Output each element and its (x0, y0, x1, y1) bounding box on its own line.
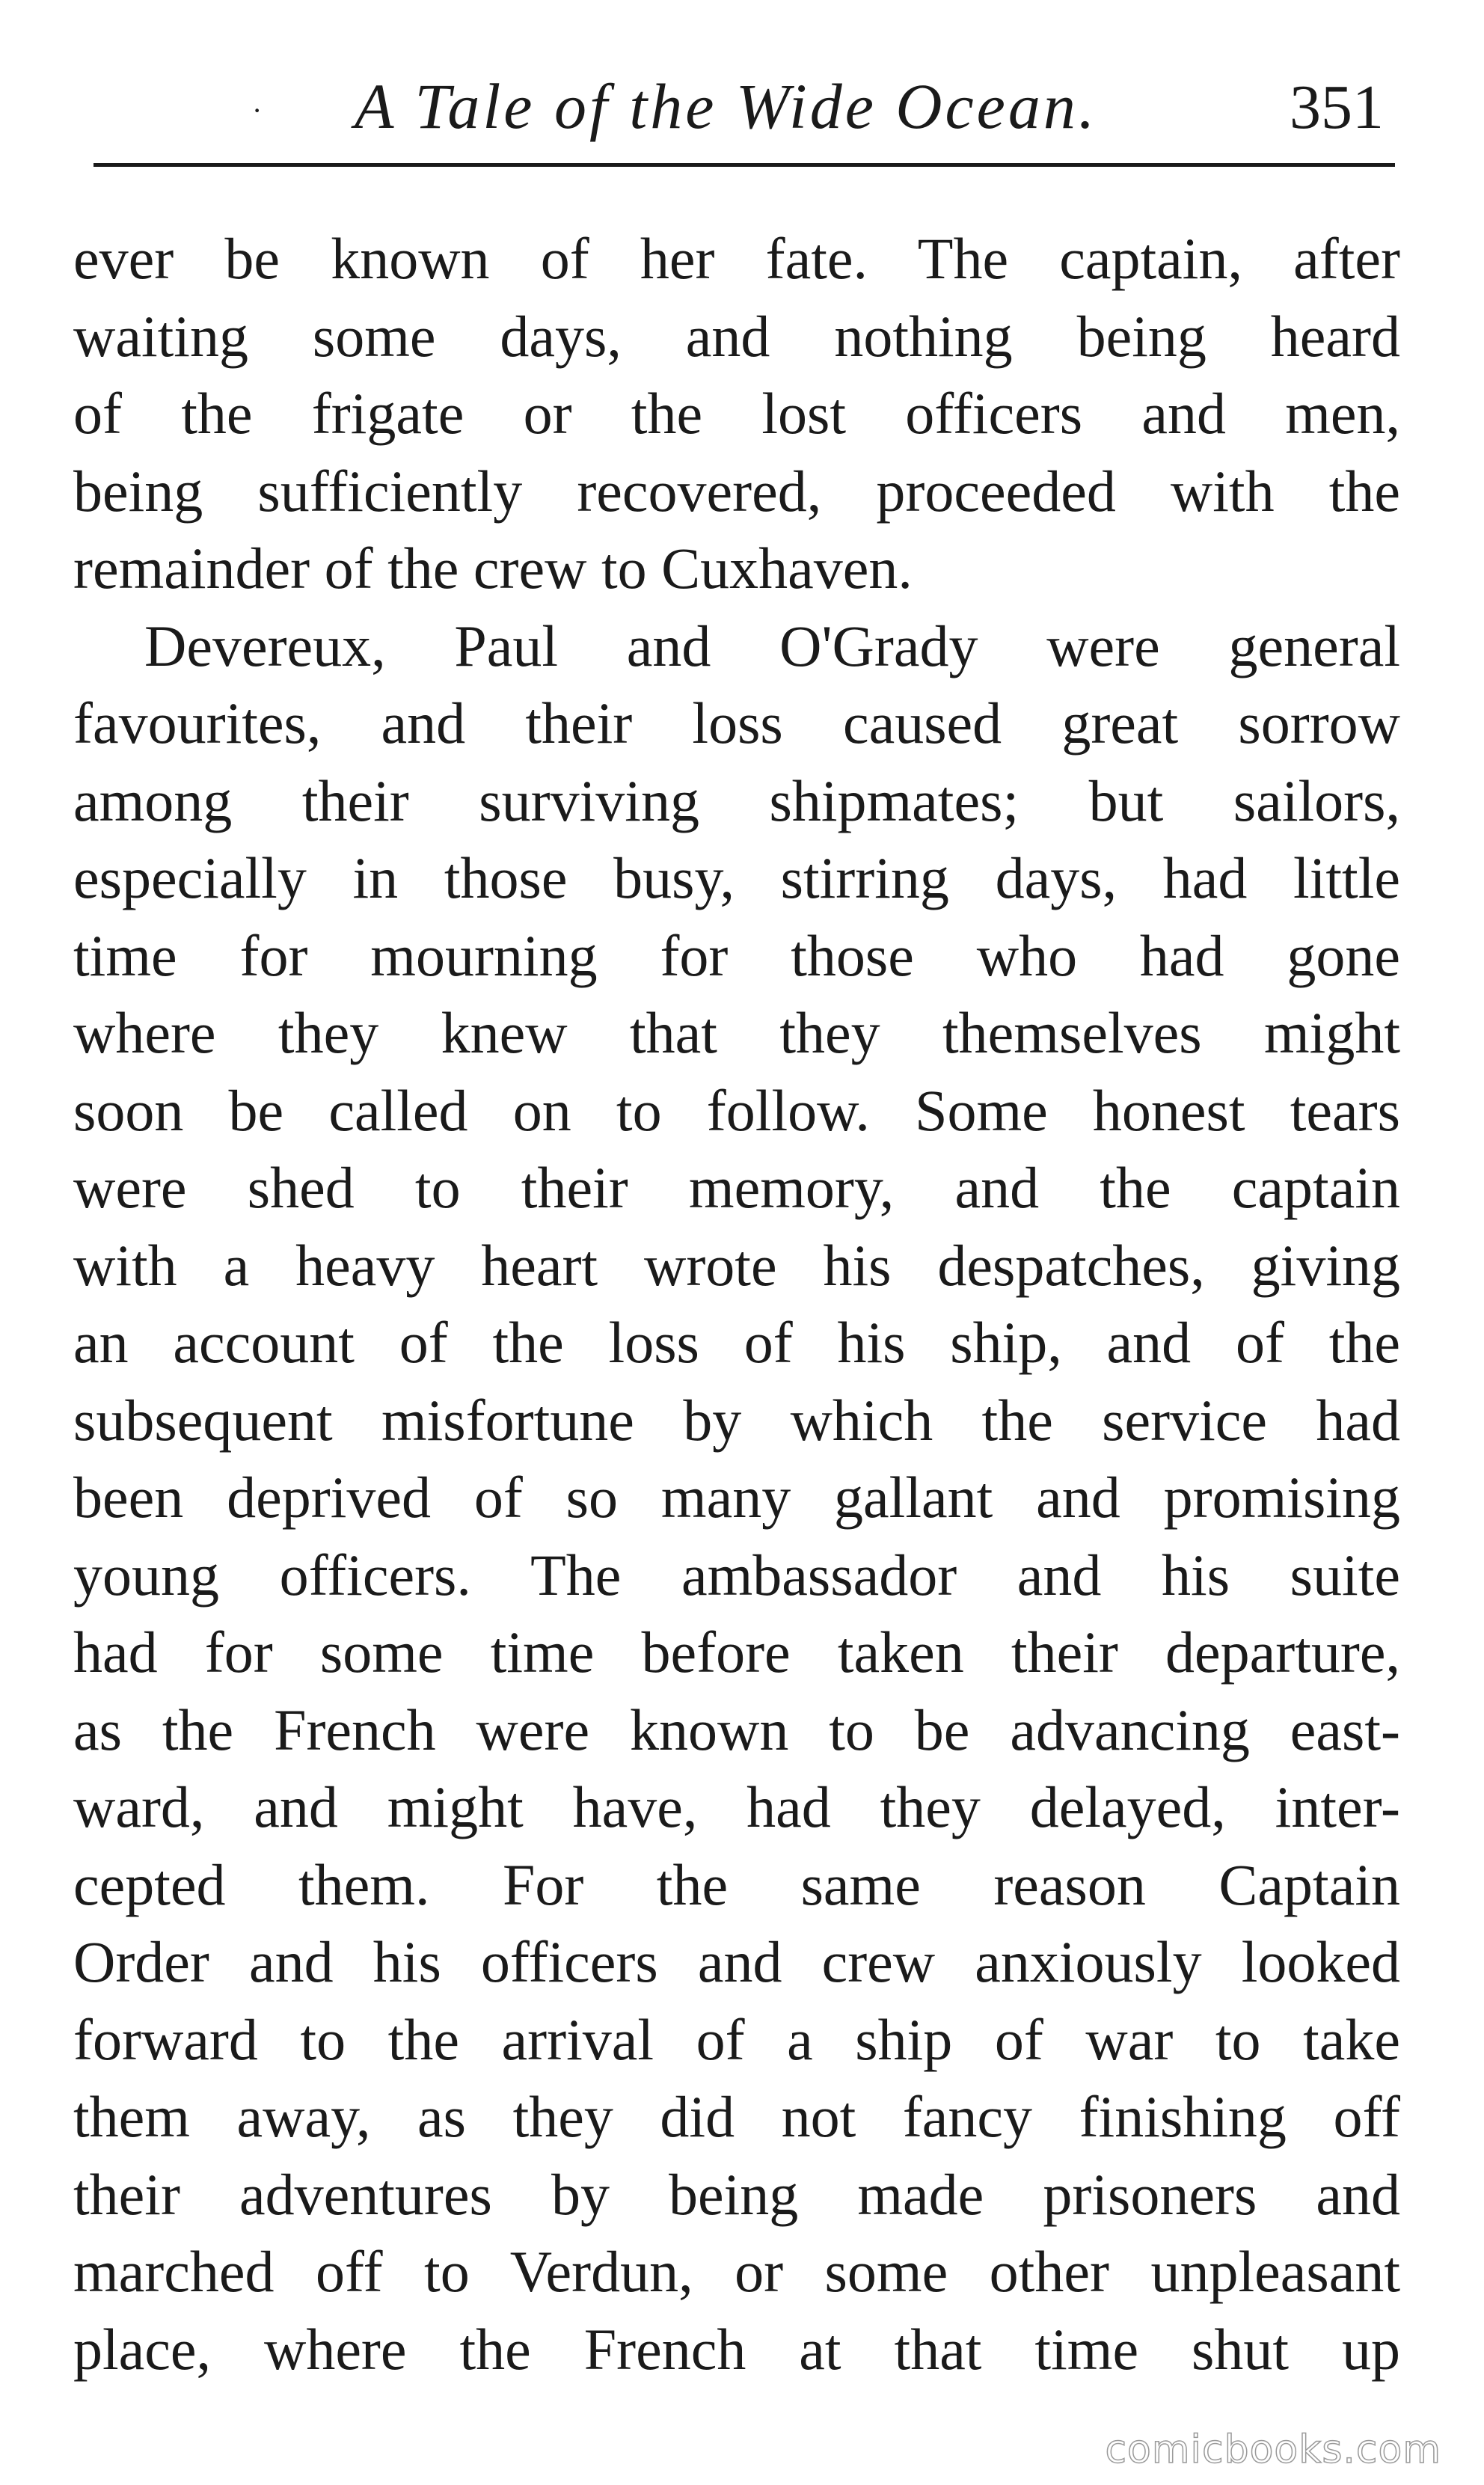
text-line: being sufficiently recovered, proceeded with the (73, 458, 1400, 524)
text-line: them away, as they did not fancy finishing off (73, 2084, 1400, 2149)
text-line: soon be called on to follow. Some honest tears (73, 1077, 1400, 1143)
text-line: time for mourning for those who had gone (73, 922, 1400, 988)
page-header (75, 61, 1414, 151)
text-line: as the French were known to be advancing east- (73, 1697, 1400, 1762)
text-line: were shed to their memory, and the captain (73, 1155, 1400, 1220)
text-line: young officers. The ambassador and his suite (73, 1542, 1400, 1608)
page-number: 351 (1290, 73, 1384, 142)
text-line: ward, and might have, had they delayed, inter- (73, 1774, 1400, 1839)
text-line: ever be known of her fate. The captain, after (73, 226, 1400, 291)
text-line: marched off to Verdun, or some other unpleasant (73, 2239, 1400, 2304)
header-ornament-dot: · (252, 94, 263, 127)
text-line: where they knew that they themselves might (73, 1000, 1400, 1065)
site-watermark: comicbooks.com (1105, 2427, 1441, 2472)
text-line: especially in those busy, stirring days, had little (73, 845, 1400, 910)
text-line: forward to the arrival of a ship of war to take (73, 2006, 1400, 2072)
text-line: place, where the French at that time shut up (73, 2316, 1400, 2382)
text-line: an account of the loss of his ship, and of the (73, 1310, 1400, 1375)
text-line-paragraph-end: remainder of the crew to Cuxhaven. (73, 536, 913, 601)
text-line: Order and his officers and crew anxiously looked (73, 1929, 1400, 1994)
text-line: of the frigate or the lost officers and men, (73, 381, 1400, 446)
body-text (73, 220, 1400, 2388)
header-rule (93, 163, 1395, 167)
text-line: their adventures by being made prisoners and (73, 2161, 1400, 2227)
text-line: been deprived of so many gallant and promising (73, 1465, 1400, 1530)
text-line: cepted them. For the same reason Captain (73, 1851, 1400, 1917)
text-line-paragraph-start: Devereux, Paul and O'Grady were general (144, 613, 1400, 678)
text-line: subsequent misfortune by which the service had (73, 1387, 1400, 1453)
text-line: favourites, and their loss caused great sorrow (73, 690, 1400, 756)
text-line: waiting some days, and nothing being heard (73, 303, 1400, 369)
text-line: among their surviving shipmates; but sailors, (73, 767, 1400, 833)
text-line: with a heavy heart wrote his despatches, giving (73, 1232, 1400, 1298)
text-line: had for some time before taken their departure, (73, 1620, 1400, 1685)
running-title: A Tale of the Wide Ocean. (355, 70, 1098, 142)
